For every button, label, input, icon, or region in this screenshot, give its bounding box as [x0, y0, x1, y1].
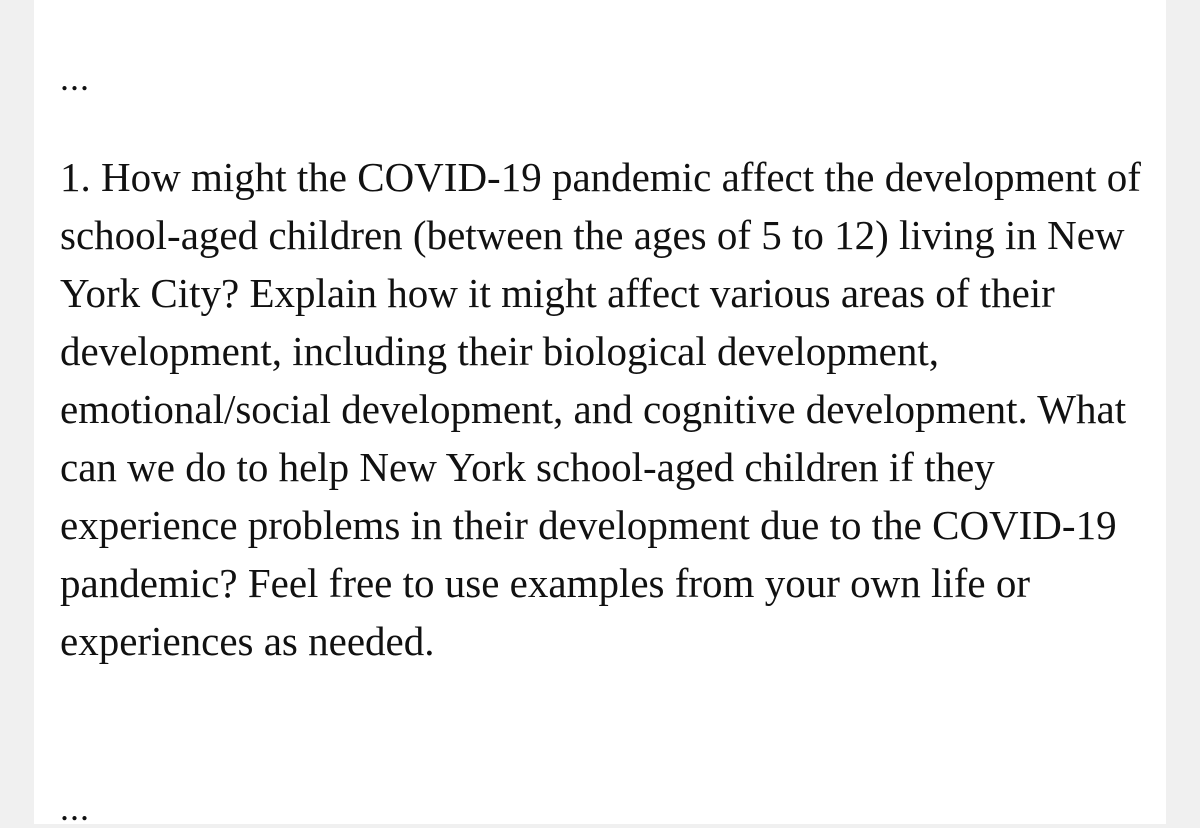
- top-ellipsis: ...: [60, 58, 90, 98]
- question-paragraph: 1. How might the COVID-19 pandemic affect the development of school-aged children (between the ages of 5 to 12) living in New York City? Explain how it might affect various areas of their development, including their biological development, emotional/social development, and cognitive development. What can we do to help New York school-aged children if they experience problems in their development due to the COVID-19 pandemic? Feel free to use examples from your own life or experiences as needed.: [60, 154, 1141, 664]
- document-page: [34, 0, 1166, 828]
- bottom-ellipsis: ...: [60, 788, 90, 828]
